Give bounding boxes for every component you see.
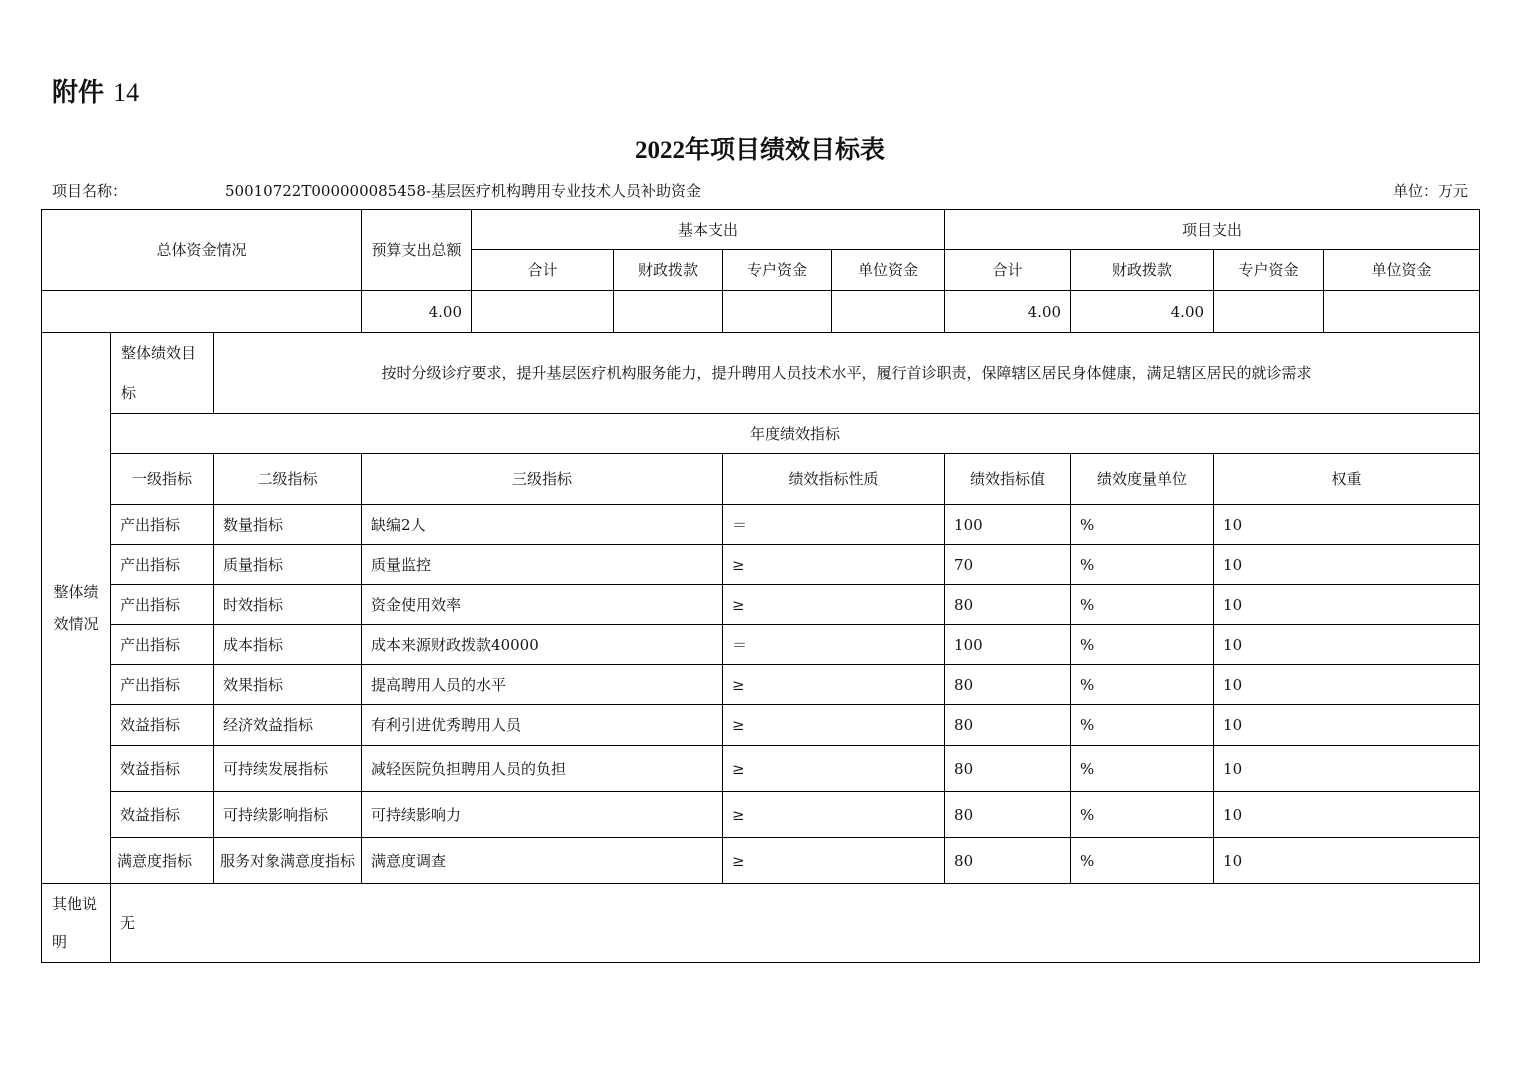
project-fiscal-value: 4.00: [1071, 291, 1214, 333]
level3-cell: 成本来源财政拨款40000: [362, 625, 723, 665]
unit-cell: %: [1071, 625, 1214, 665]
level2-cell: 质量指标: [214, 545, 362, 585]
level2-cell: 服务对象满意度指标: [214, 838, 362, 884]
level2-cell: 数量指标: [214, 505, 362, 545]
level1-cell: 产出指标: [111, 665, 214, 705]
value-cell: 80: [945, 838, 1071, 884]
project-name-value: 50010722T000000085458-基层医疗机构聘用专业技术人员补助资金: [225, 182, 701, 200]
nature-cell: ＝: [723, 625, 945, 665]
value-cell: 80: [945, 792, 1071, 838]
level3-cell: 质量监控: [362, 545, 723, 585]
level1-cell: 产出指标: [111, 505, 214, 545]
weight-cell: 10: [1214, 545, 1480, 585]
overall-goal-row: [42, 333, 1480, 414]
basic-special-header: 专户资金: [723, 250, 832, 291]
annual-indicators-label: 年度绩效指标: [111, 414, 1480, 454]
project-total-value: 4.00: [945, 291, 1071, 333]
table-row: [42, 665, 1480, 705]
weight-cell: 10: [1214, 505, 1480, 545]
table-row: [42, 585, 1480, 625]
funding-blank-cell: [42, 291, 362, 333]
nature-cell: ≥: [723, 545, 945, 585]
project-name-label: 项目名称：: [52, 182, 128, 200]
unit-cell: %: [1071, 665, 1214, 705]
level2-cell: 可持续发展指标: [214, 746, 362, 792]
level1-cell: 产出指标: [111, 625, 214, 665]
col-weight-header: 权重: [1214, 454, 1480, 505]
unit-label: 单位：万元: [1392, 182, 1468, 200]
col-unit-header: 绩效度量单位: [1071, 454, 1214, 505]
basic-unit-header: 单位资金: [832, 250, 945, 291]
basic-expense-label: 基本支出: [472, 210, 945, 250]
overall-goal-text: 按时分级诊疗要求，提升基层医疗机构服务能力，提升聘用人员技术水平，履行首诊职责，保障辖区居民身体健康，满足辖区居民的就诊需求: [214, 333, 1480, 414]
basic-special-value: [723, 291, 832, 333]
unit-cell: %: [1071, 585, 1214, 625]
level3-cell: 提高聘用人员的水平: [362, 665, 723, 705]
level3-cell: 缺编2人: [362, 505, 723, 545]
value-cell: 80: [945, 585, 1071, 625]
level1-cell: 产出指标: [111, 545, 214, 585]
level1-cell: 效益指标: [111, 746, 214, 792]
unit-cell: %: [1071, 505, 1214, 545]
level2-cell: 可持续影响指标: [214, 792, 362, 838]
level2-cell: 时效指标: [214, 585, 362, 625]
nature-cell: ≥: [723, 705, 945, 746]
level3-cell: 满意度调查: [362, 838, 723, 884]
level3-cell: 有利引进优秀聘用人员: [362, 705, 723, 746]
weight-cell: 10: [1214, 625, 1480, 665]
budget-total-value: 4.00: [362, 291, 472, 333]
value-cell: 80: [945, 705, 1071, 746]
weight-cell: 10: [1214, 792, 1480, 838]
level2-cell: 经济效益指标: [214, 705, 362, 746]
table-row: [42, 545, 1480, 585]
value-cell: 80: [945, 665, 1071, 705]
nature-cell: ≥: [723, 746, 945, 792]
weight-cell: 10: [1214, 838, 1480, 884]
project-expense-label: 项目支出: [945, 210, 1480, 250]
weight-cell: 10: [1214, 746, 1480, 792]
performance-section-label: 整体绩效情况: [42, 333, 111, 884]
weight-cell: 10: [1214, 705, 1480, 746]
indicator-header-row: [42, 454, 1480, 505]
project-special-header: 专户资金: [1214, 250, 1324, 291]
nature-cell: ≥: [723, 665, 945, 705]
level1-cell: 效益指标: [111, 705, 214, 746]
overall-goal-label: 整体绩效目标: [111, 333, 214, 414]
value-cell: 100: [945, 625, 1071, 665]
performance-target-table: [41, 209, 1480, 963]
weight-cell: 10: [1214, 585, 1480, 625]
unit-cell: %: [1071, 705, 1214, 746]
attachment-number: 14: [113, 78, 140, 107]
project-unit-header: 单位资金: [1324, 250, 1480, 291]
nature-cell: ＝: [723, 505, 945, 545]
value-cell: 80: [945, 746, 1071, 792]
table-row: [42, 505, 1480, 545]
col-level2-header: 二级指标: [214, 454, 362, 505]
document-title: 2022年项目绩效目标表: [634, 137, 885, 164]
nature-cell: ≥: [723, 585, 945, 625]
value-cell: 100: [945, 505, 1071, 545]
unit-cell: %: [1071, 792, 1214, 838]
funding-section-label: 总体资金情况: [42, 210, 362, 291]
unit-cell: %: [1071, 838, 1214, 884]
level1-cell: 产出指标: [111, 585, 214, 625]
project-unit-value: [1324, 291, 1480, 333]
project-total-header: 合计: [945, 250, 1071, 291]
budget-total-label: 预算支出总额: [362, 210, 472, 291]
table-row: [42, 792, 1480, 838]
funding-values-row: [42, 291, 1480, 333]
level1-cell: 效益指标: [111, 792, 214, 838]
nature-cell: ≥: [723, 838, 945, 884]
basic-unit-value: [832, 291, 945, 333]
annual-indicators-row: [42, 414, 1480, 454]
attachment-label: 附件: [52, 78, 105, 108]
basic-total-value: [472, 291, 614, 333]
other-notes-row: [42, 884, 1480, 963]
nature-cell: ≥: [723, 792, 945, 838]
project-fiscal-header: 财政拨款: [1071, 250, 1214, 291]
basic-total-header: 合计: [472, 250, 614, 291]
table-row: [42, 746, 1480, 792]
level3-cell: 资金使用效率: [362, 585, 723, 625]
attachment-heading: [52, 72, 139, 109]
level2-cell: 效果指标: [214, 665, 362, 705]
weight-cell: 10: [1214, 665, 1480, 705]
other-notes-value: 无: [111, 884, 1480, 963]
level1-cell: 满意度指标: [111, 838, 214, 884]
unit-cell: %: [1071, 746, 1214, 792]
other-notes-label: 其他说明: [42, 884, 111, 963]
level2-cell: 成本指标: [214, 625, 362, 665]
col-level1-header: 一级指标: [111, 454, 214, 505]
table-row: [42, 838, 1480, 884]
basic-fiscal-header: 财政拨款: [614, 250, 723, 291]
basic-fiscal-value: [614, 291, 723, 333]
value-cell: 70: [945, 545, 1071, 585]
col-level3-header: 三级指标: [362, 454, 723, 505]
unit-cell: %: [1071, 545, 1214, 585]
table-row: [42, 705, 1480, 746]
col-value-header: 绩效指标值: [945, 454, 1071, 505]
project-special-value: [1214, 291, 1324, 333]
col-nature-header: 绩效指标性质: [723, 454, 945, 505]
funding-header-row: [42, 210, 1480, 250]
level3-cell: 可持续影响力: [362, 792, 723, 838]
table-row: [42, 625, 1480, 665]
level3-cell: 减轻医院负担聘用人员的负担: [362, 746, 723, 792]
